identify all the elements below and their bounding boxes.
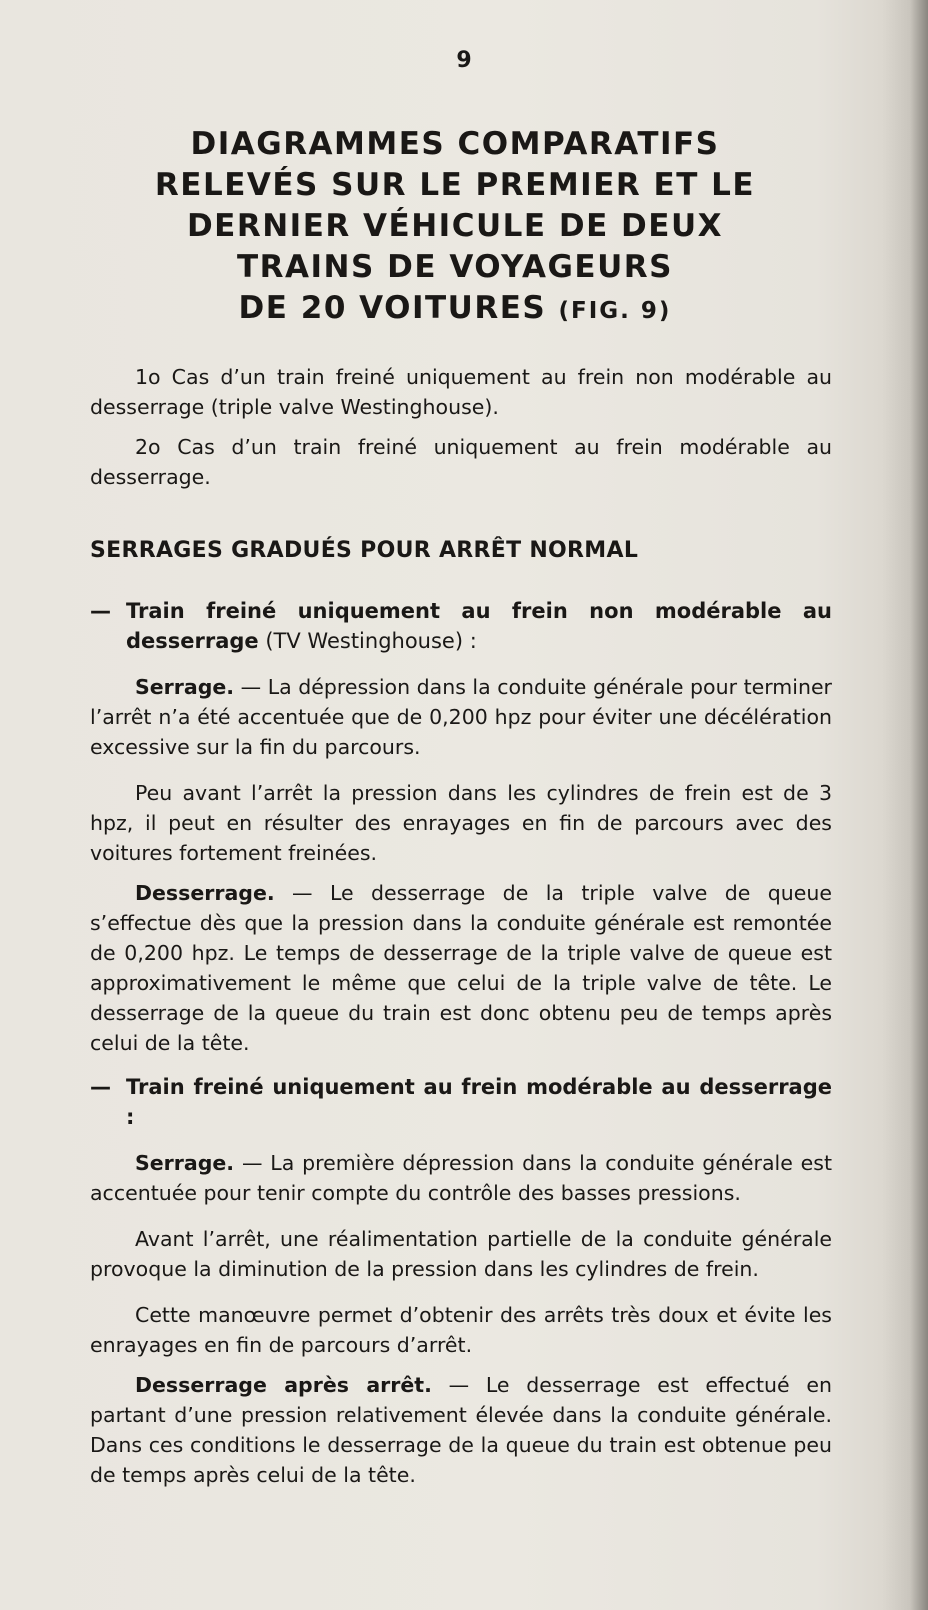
item-2-heading <box>90 1072 832 1132</box>
intro-case-1: 1o Cas d’un train freiné uniquement au frein non modérable au desserrage (triple valve Westinghouse). <box>90 365 832 419</box>
item-1-heading-bold: Train freiné uniquement au frein non modérable au desserrage <box>126 599 832 653</box>
item-1-heading <box>90 596 832 656</box>
item-2-serrage-paragraph <box>90 1148 832 1208</box>
figure-reference: (FIG. 9) <box>558 298 672 324</box>
title-line-2: RELEVÉS SUR LE PREMIER ET LE <box>154 167 756 203</box>
item-1-serrage-label: Serrage. <box>135 675 235 699</box>
title-line-1: DIAGRAMMES COMPARATIFS <box>190 126 720 162</box>
item-2-desserrage-paragraph <box>90 1370 832 1490</box>
item-2-serrage-text: — La première dépression dans la conduite générale est accentuée pour tenir compte du contrôle des basses pressions. <box>90 1151 832 1205</box>
item-2-serrage-label: Serrage. <box>135 1151 235 1175</box>
title-line-3: DERNIER VÉHICULE DE DEUX <box>186 208 724 244</box>
item-2-paragraph-3: Cette manœuvre permet d’obtenir des arrêts très doux et évite les enrayages en fin de parcours d’arrêt. <box>90 1303 832 1357</box>
title-line-4: TRAINS DE VOYAGEURS <box>237 249 673 285</box>
title-line-5-main: DE 20 VOITURES <box>238 290 547 326</box>
item-1-desserrage-paragraph <box>90 878 832 1058</box>
title-line-5 <box>60 288 850 332</box>
item-2-heading-bold: Train freiné uniquement au frein modérable au desserrage : <box>126 1075 832 1129</box>
item-1-desserrage-label: Desserrage. <box>135 881 275 905</box>
item-1-dash: — <box>90 599 111 623</box>
item-1-paragraph-2: Peu avant l’arrêt la pression dans les cylindres de frein est de 3 hpz, il peut en résulter des enrayages en fin de parcours avec des voitures fortement freinées. <box>90 781 832 865</box>
body-text <box>90 362 832 1490</box>
intro-case-2: 2o Cas d’un train freiné uniquement au frein modérable au desserrage. <box>90 435 832 489</box>
item-2-dash: — <box>90 1075 111 1099</box>
section-heading: SERRAGES GRADUÉS POUR ARRÊT NORMAL <box>90 538 639 563</box>
item-1-serrage-text: — La dépression dans la conduite générale pour terminer l’arrêt n’a été accentuée que de 0,200 hpz pour éviter une décélération excessive sur la fin du parcours. <box>90 675 832 759</box>
item-2-paragraph-2: Avant l’arrêt, une réalimentation partielle de la conduite générale provoque la diminution de la pression dans les cylindres de frein. <box>90 1227 832 1281</box>
item-1-desserrage-text: — Le desserrage de la triple valve de queue s’effectue dès que la pression dans la conduite générale est remontée de 0,200 hpz. Le temps de desserrage de la triple valve de queue est approximativement le même que celui de la triple valve de tête. Le desserrage de la queue du train est donc obtenu peu de temps après celui de la tête. <box>90 881 832 1055</box>
page-edge-shadow <box>910 0 928 1610</box>
item-2-desserrage-label: Desserrage après arrêt. <box>135 1373 432 1397</box>
item-1-serrage-paragraph <box>90 672 832 762</box>
item-1-heading-rest: (TV Westinghouse) : <box>258 629 477 653</box>
page-number: 9 <box>456 48 472 73</box>
page-title <box>60 124 850 332</box>
item-2-desserrage-text: — Le desserrage est effectué en partant d’une pression relativement élevée dans la conduite générale. Dans ces conditions le desserrage de la queue du train est obtenue peu de temps après celui de la tête. <box>90 1373 832 1487</box>
